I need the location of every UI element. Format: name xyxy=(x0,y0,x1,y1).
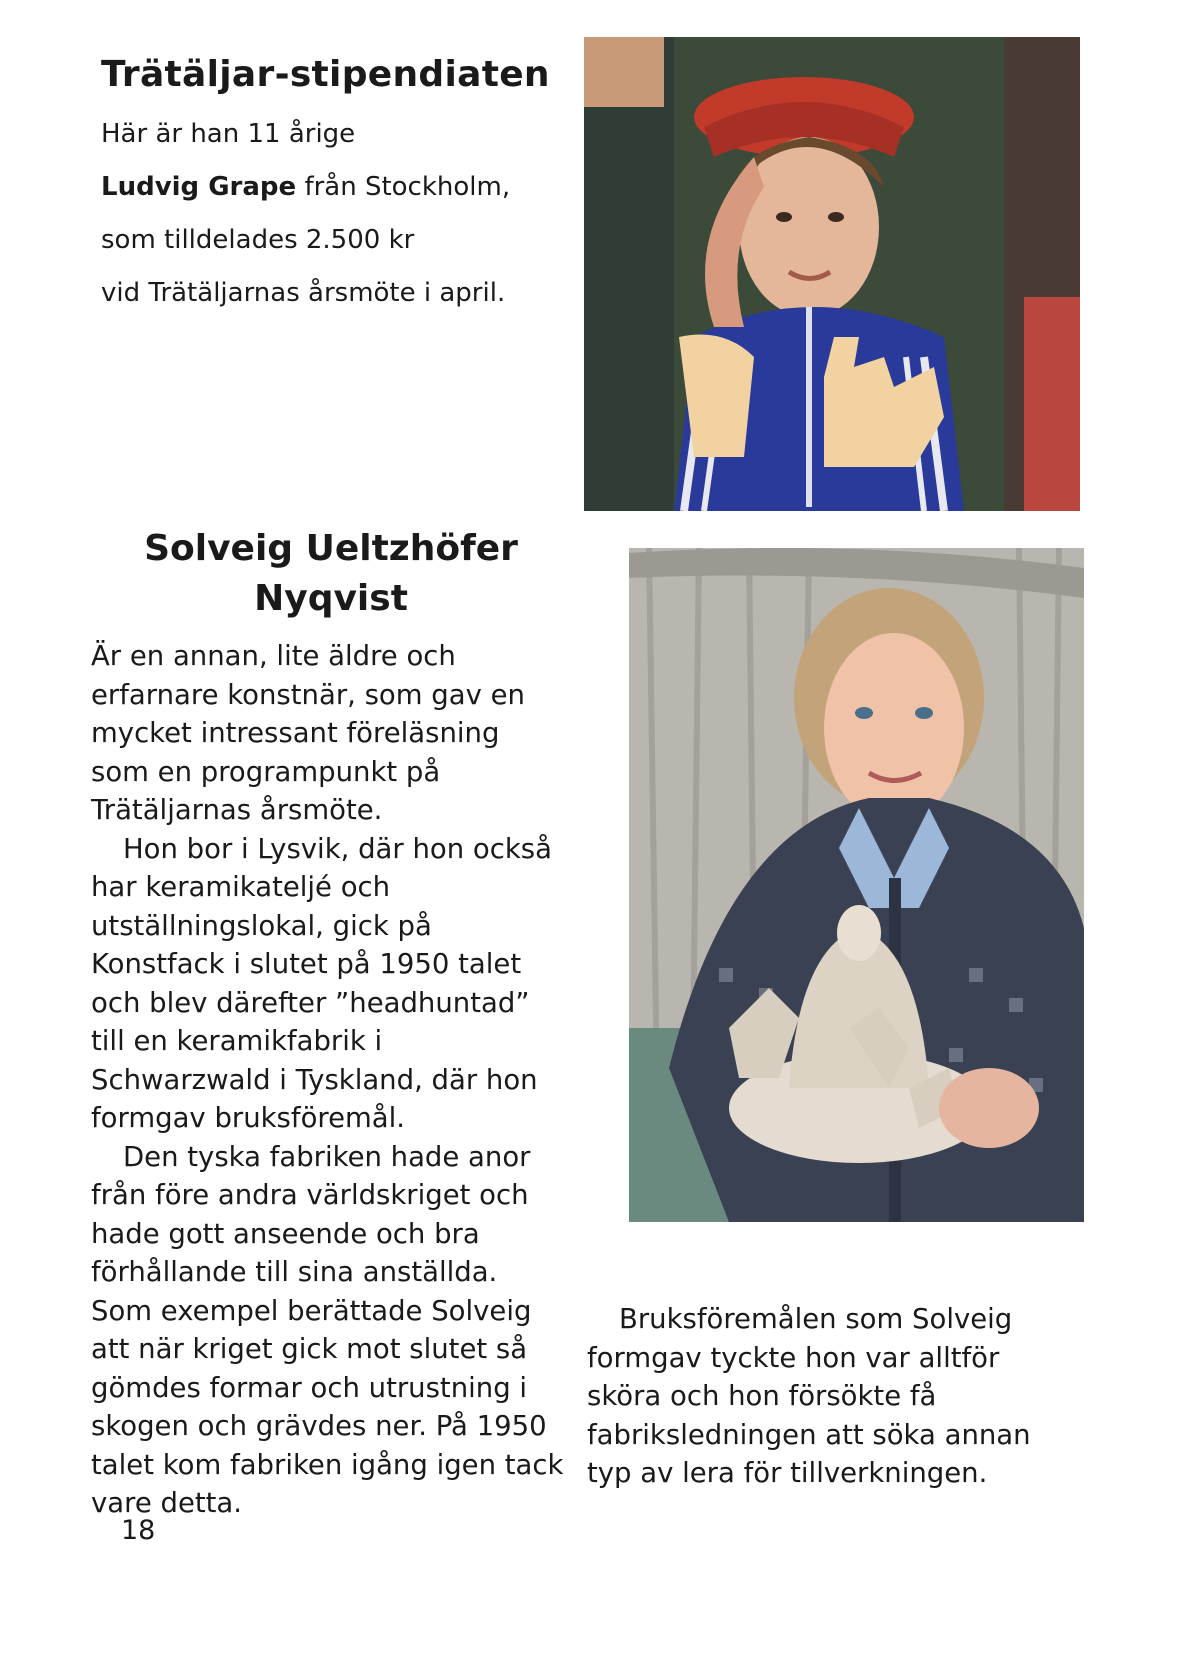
article1-name: Ludvig Grape xyxy=(101,172,297,202)
article2-right-paragraph-text: Bruksföremålen som Solveig formgav tyckte hon var alltför sköra och hon försökte få fabriksledningen att söka annan typ av lera för tillverkningen. xyxy=(587,1303,1031,1489)
article2-title xyxy=(91,524,571,624)
article2-title-line-2: Nyqvist xyxy=(254,578,408,619)
page-number: 18 xyxy=(121,1515,156,1546)
article2-paragraph-3: Den tyska fabriken hade anor från före andra världskriget och hade gott anseende och bra förhållande till sina anställda. Som exempel berättade Solveig att när kriget gick mot slutet så gömdes formar och utrustning i skogen och grävdes ner. På 1950 talet kom fabriken igång igen tack vare detta. xyxy=(91,1140,564,1519)
artist-photo xyxy=(629,548,1084,1222)
article2-title-line-1: Solveig Ueltzhöfer xyxy=(144,528,518,569)
article1-title: Trätäljar-stipendiaten xyxy=(101,54,550,95)
article2-right-paragraph xyxy=(587,1300,1067,1493)
article1-line-2 xyxy=(101,160,510,214)
article2-body xyxy=(91,637,565,1523)
article1-line-4: vid Trätäljarnas årsmöte i april. xyxy=(101,278,506,308)
article1-line-3: som tilldelades 2.500 kr xyxy=(101,225,415,255)
article2-paragraph-2: Hon bor i Lysvik, där hon också har keramikatelјé och utställningslokal, gick på Konstfack i slutet på 1950 talet och blev därefter ”headhuntad” till en keramikfabrik i Schwarzwald i Tyskland, där hon formgav bruksföremål. xyxy=(91,832,552,1134)
article1-line-2-rest: från Stockholm, xyxy=(304,172,511,202)
article1-line-1: Här är han 11 årige xyxy=(101,119,356,149)
article2-paragraph-1: Är en annan, lite äldre och erfarnare konstnär, som gav en mycket intressant föreläsning som en programpunkt på Trätäljarnas årsmöte. xyxy=(91,640,525,826)
boy-photo xyxy=(584,37,1080,511)
